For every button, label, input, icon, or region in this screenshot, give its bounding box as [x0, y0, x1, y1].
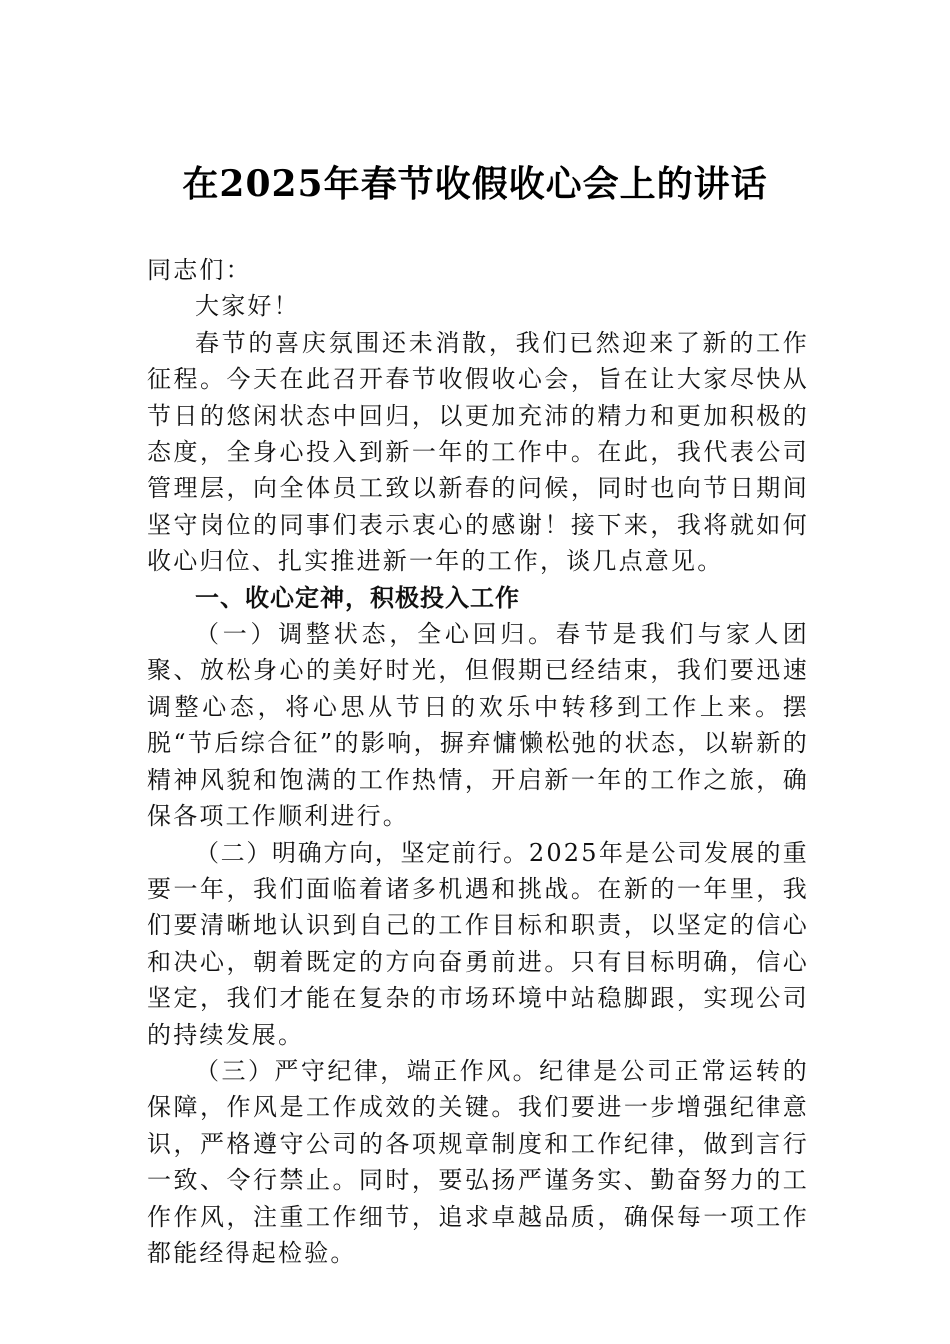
intro-paragraph: 春节的喜庆氛围还未消散，我们已然迎来了新的工作征程。今天在此召开春节收假收心会，旨在让大家尽快从节日的悠闲状态中回归，以更加充沛的精力和更加积极的态度，全身心投入到新一年的工作中。在此，我代表公司管理层，向全体员工致以新春的问候，同时也向节日期间坚守岗位的同事们表示衷心的感谢！接下来，我将就如何收心归位、扎实推进新一年的工作，谈几点意见。 — [147, 328, 809, 576]
item-text: 春节是我们与家人团聚、放松身心的美好时光，但假期已经结束，我们要迅速调整心态，将心思从节日的欢乐中转移到工作上来。摆脱“节后综合征”的影响，摒弃慵懒松弛的状态，以崭新的精神风貌和饱满的工作热情，开启新一年的工作之旅，确保各项工作顺利进行。 — [147, 620, 809, 831]
item-lead: （一）调整状态，全心回归。 — [195, 620, 556, 649]
section-item — [147, 1053, 809, 1271]
item-text: 纪律是公司正常运转的保障，作风是工作成效的关键。我们要进一步增强纪律意识，严格遵守公司的各项规章制度和工作纪律，做到言行一致、令行禁止。同时，要弘扬严谨务实、勤奋努力的工作作风，注重工作细节，追求卓越品质，确保每一项工作都能经得起检验。 — [147, 1056, 809, 1267]
document-body — [147, 252, 809, 1271]
item-lead: （三）严守纪律，端正作风。 — [195, 1056, 540, 1085]
item-text: 2025年是公司发展的重要一年，我们面临着诸多机遇和挑战。在新的一年里，我们要清晰地认识到自己的工作目标和职责，以坚定的信心和决心，朝着既定的方向奋勇前进。只有目标明确，信心坚定，我们才能在复杂的市场环境中站稳脚跟，实现公司的持续发展。 — [147, 838, 809, 1049]
salutation: 同志们： — [147, 256, 252, 284]
section-item — [147, 616, 809, 834]
document-title: 在2025年春节收假收心会上的讲话 — [182, 163, 768, 205]
section-heading: 一、收心定神，积极投入工作 — [195, 583, 520, 612]
section-item — [147, 835, 809, 1053]
item-lead: （二）明确方向，坚定前行。 — [195, 838, 529, 867]
greeting: 大家好！ — [195, 292, 300, 321]
